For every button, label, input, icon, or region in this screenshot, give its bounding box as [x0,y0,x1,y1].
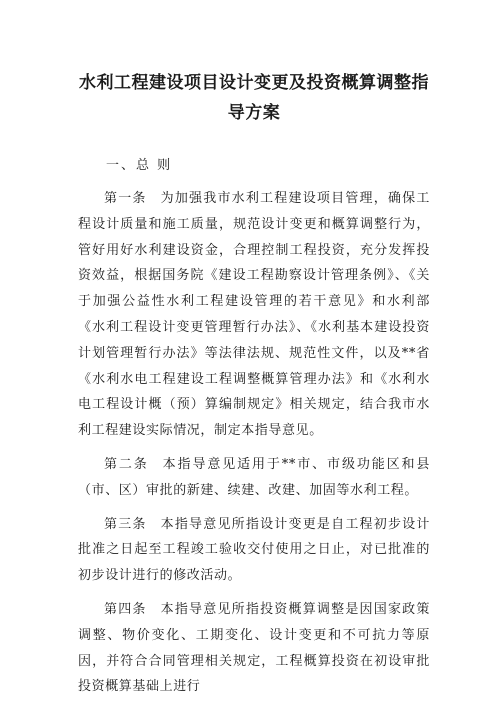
article-number: 第三条 [104,516,147,532]
article-text: 为加强我市水利工程建设项目管理，确保工程设计质量和施工质量，规范设计变更和概算调整行为，管好用好水利建设资金，合理控制工程投资，充分发挥投资效益，根据国务院《建设工程勘察设计管理条例》、《关于加强公益性水利工程建设管理的若干意见》和水利部《水利工程设计变更管理暂行办法》、《水利基本建设投资计划管理暂行办法》等法律法规、规范性文件，以及**省《水利水电工程建设工程调整概算管理办法》和《水利水电工程设计概（预）算编制规定》相关规定，结合我市水利工程建设实际情况，制定本指导意见。 [78,191,430,439]
article-number: 第一条 [104,191,147,206]
article-4 [78,597,430,700]
article-1 [78,186,430,444]
article-2 [78,452,430,504]
article-number: 第四条 [104,601,147,617]
document-title: 水利工程建设项目设计变更及投资概算调整指导方案 [79,73,429,123]
article-3 [78,512,430,589]
article-text: 本指导意见所指投资概算调整是因国家政策调整、物价变化、工期变化、设计变更和不可抗力等原因，并符合合同管理相关规定，工程概算投资在初设审批投资概算基础上进行 [78,601,430,695]
section-heading: 一、总 则 [106,158,173,173]
article-number: 第二条 [104,456,149,472]
article-text: 本指导意见所指设计变更是自工程初步设计批准之日起至工程竣工验收交付使用之日止，对已批准的初步设计进行的修改活动。 [78,516,430,584]
article-text: 本指导意见适用于**市、市级功能区和县（市、区）审批的新建、续建、改建、加固等水利工程。 [78,456,430,498]
